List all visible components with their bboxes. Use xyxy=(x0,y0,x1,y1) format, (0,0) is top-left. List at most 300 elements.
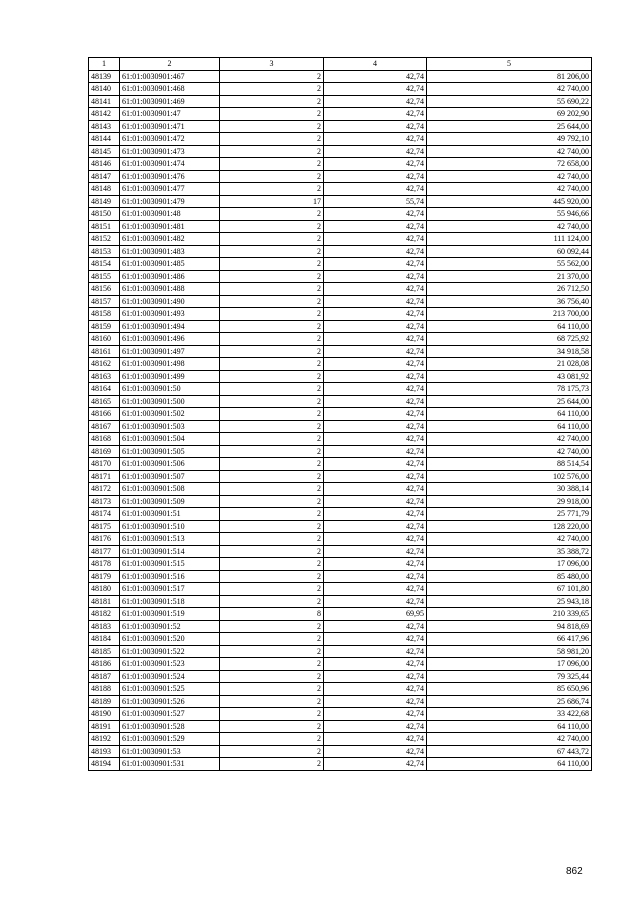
table-cell-col-5: 30 388,14 xyxy=(427,483,592,496)
table-cell-col-2: 61:01:0030901:490 xyxy=(120,295,220,308)
table-cell-col-4: 42,74 xyxy=(324,370,427,383)
table-cell-col-4: 42,74 xyxy=(324,645,427,658)
table-cell-col-4: 42,74 xyxy=(324,745,427,758)
table-cell-col-2: 61:01:0030901:520 xyxy=(120,633,220,646)
table-cell-col-3: 2 xyxy=(220,83,324,96)
table-cell-col-1: 48169 xyxy=(89,445,120,458)
table-cell-col-4: 42,74 xyxy=(324,320,427,333)
table-cell-col-1: 48174 xyxy=(89,508,120,521)
table-cell-col-3: 2 xyxy=(220,620,324,633)
table-cell-col-5: 111 124,00 xyxy=(427,233,592,246)
table-cell-col-1: 48190 xyxy=(89,708,120,721)
table-cell-col-1: 48149 xyxy=(89,195,120,208)
table-cell-col-1: 48171 xyxy=(89,470,120,483)
table-row xyxy=(89,520,592,533)
table-cell-col-1: 48151 xyxy=(89,220,120,233)
table-row xyxy=(89,645,592,658)
table-cell-col-5: 55 690,22 xyxy=(427,95,592,108)
table-cell-col-5: 42 740,00 xyxy=(427,433,592,446)
table-cell-col-1: 48177 xyxy=(89,545,120,558)
table-cell-col-5: 34 918,58 xyxy=(427,345,592,358)
table-row xyxy=(89,495,592,508)
table-cell-col-1: 48154 xyxy=(89,258,120,271)
table-row xyxy=(89,483,592,496)
table-cell-col-1: 48148 xyxy=(89,183,120,196)
table-cell-col-1: 48157 xyxy=(89,295,120,308)
table-row xyxy=(89,170,592,183)
table-cell-col-3: 2 xyxy=(220,758,324,771)
table-cell-col-3: 2 xyxy=(220,295,324,308)
table-row xyxy=(89,320,592,333)
table-cell-col-2: 61:01:0030901:50 xyxy=(120,383,220,396)
table-cell-col-4: 42,74 xyxy=(324,158,427,171)
table-cell-col-5: 42 740,00 xyxy=(427,83,592,96)
table-cell-col-4: 42,74 xyxy=(324,483,427,496)
table-row xyxy=(89,683,592,696)
table-cell-col-5: 128 220,00 xyxy=(427,520,592,533)
table-cell-col-4: 42,74 xyxy=(324,595,427,608)
table-cell-col-3: 2 xyxy=(220,670,324,683)
table-row xyxy=(89,158,592,171)
table-cell-col-1: 48166 xyxy=(89,408,120,421)
table-cell-col-5: 55 946,66 xyxy=(427,208,592,221)
table-cell-col-1: 48153 xyxy=(89,245,120,258)
table-cell-col-3: 2 xyxy=(220,508,324,521)
table-cell-col-4: 42,74 xyxy=(324,383,427,396)
table-cell-col-5: 85 480,00 xyxy=(427,570,592,583)
table-cell-col-5: 67 443,72 xyxy=(427,745,592,758)
table-cell-col-1: 48161 xyxy=(89,345,120,358)
table-row xyxy=(89,295,592,308)
table-cell-col-2: 61:01:0030901:509 xyxy=(120,495,220,508)
table-cell-col-4: 42,74 xyxy=(324,683,427,696)
table-cell-col-5: 445 920,00 xyxy=(427,195,592,208)
table-cell-col-4: 42,74 xyxy=(324,233,427,246)
table-row xyxy=(89,733,592,746)
table-cell-col-3: 2 xyxy=(220,695,324,708)
table-cell-col-2: 61:01:0030901:519 xyxy=(120,608,220,621)
table-cell-col-4: 42,74 xyxy=(324,758,427,771)
table-cell-col-3: 2 xyxy=(220,533,324,546)
table-cell-col-1: 48186 xyxy=(89,658,120,671)
table-row xyxy=(89,70,592,83)
table-row xyxy=(89,120,592,133)
table-row xyxy=(89,270,592,283)
table-cell-col-4: 42,74 xyxy=(324,708,427,721)
table-cell-col-1: 48162 xyxy=(89,358,120,371)
table-row xyxy=(89,470,592,483)
table-row xyxy=(89,608,592,621)
table-cell-col-2: 61:01:0030901:527 xyxy=(120,708,220,721)
table-cell-col-1: 48185 xyxy=(89,645,120,658)
table-cell-col-5: 55 562,00 xyxy=(427,258,592,271)
table-cell-col-1: 48181 xyxy=(89,595,120,608)
table-cell-col-3: 2 xyxy=(220,483,324,496)
table-cell-col-3: 2 xyxy=(220,558,324,571)
table-row xyxy=(89,570,592,583)
table-row xyxy=(89,395,592,408)
table-row xyxy=(89,358,592,371)
table-cell-col-4: 42,74 xyxy=(324,358,427,371)
table-cell-col-3: 2 xyxy=(220,283,324,296)
table-row xyxy=(89,558,592,571)
table-cell-col-2: 61:01:0030901:505 xyxy=(120,445,220,458)
table-cell-col-2: 61:01:0030901:499 xyxy=(120,370,220,383)
column-header-2: 2 xyxy=(120,58,220,71)
table-cell-col-2: 61:01:0030901:476 xyxy=(120,170,220,183)
table-cell-col-2: 61:01:0030901:482 xyxy=(120,233,220,246)
table-cell-col-2: 61:01:0030901:474 xyxy=(120,158,220,171)
table-cell-col-2: 61:01:0030901:507 xyxy=(120,470,220,483)
table-cell-col-5: 210 339,65 xyxy=(427,608,592,621)
table-cell-col-2: 61:01:0030901:497 xyxy=(120,345,220,358)
table-cell-col-3: 2 xyxy=(220,383,324,396)
table-cell-col-4: 42,74 xyxy=(324,495,427,508)
table-cell-col-2: 61:01:0030901:517 xyxy=(120,583,220,596)
table-cell-col-5: 21 370,00 xyxy=(427,270,592,283)
table-cell-col-2: 61:01:0030901:522 xyxy=(120,645,220,658)
table-cell-col-1: 48143 xyxy=(89,120,120,133)
table-cell-col-2: 61:01:0030901:506 xyxy=(120,458,220,471)
table-cell-col-5: 79 325,44 xyxy=(427,670,592,683)
table-row xyxy=(89,695,592,708)
table-cell-col-5: 42 740,00 xyxy=(427,220,592,233)
table-row xyxy=(89,345,592,358)
table-cell-col-4: 42,74 xyxy=(324,633,427,646)
table-cell-col-3: 2 xyxy=(220,520,324,533)
table-cell-col-5: 25 644,00 xyxy=(427,120,592,133)
table-cell-col-4: 42,74 xyxy=(324,270,427,283)
table-row xyxy=(89,545,592,558)
table-cell-col-1: 48172 xyxy=(89,483,120,496)
table-row xyxy=(89,145,592,158)
table-cell-col-5: 88 514,54 xyxy=(427,458,592,471)
table-cell-col-5: 42 740,00 xyxy=(427,183,592,196)
table-row xyxy=(89,445,592,458)
table-cell-col-2: 61:01:0030901:48 xyxy=(120,208,220,221)
table-cell-col-5: 42 740,00 xyxy=(427,170,592,183)
table-cell-col-5: 26 712,50 xyxy=(427,283,592,296)
table-cell-col-4: 42,74 xyxy=(324,145,427,158)
table-row xyxy=(89,233,592,246)
table-row xyxy=(89,708,592,721)
table-cell-col-4: 42,74 xyxy=(324,183,427,196)
table-cell-col-3: 2 xyxy=(220,133,324,146)
table-cell-col-3: 2 xyxy=(220,420,324,433)
table-cell-col-4: 42,74 xyxy=(324,220,427,233)
table-cell-col-2: 61:01:0030901:510 xyxy=(120,520,220,533)
table-cell-col-3: 2 xyxy=(220,645,324,658)
table-row xyxy=(89,720,592,733)
table-cell-col-1: 48194 xyxy=(89,758,120,771)
table-cell-col-3: 2 xyxy=(220,570,324,583)
table-cell-col-2: 61:01:0030901:500 xyxy=(120,395,220,408)
table-cell-col-1: 48144 xyxy=(89,133,120,146)
table-cell-col-3: 2 xyxy=(220,270,324,283)
table-cell-col-4: 42,74 xyxy=(324,458,427,471)
table-cell-col-1: 48146 xyxy=(89,158,120,171)
table-cell-col-5: 17 096,00 xyxy=(427,558,592,571)
table-cell-col-3: 2 xyxy=(220,445,324,458)
table-cell-col-3: 2 xyxy=(220,233,324,246)
table-cell-col-4: 42,74 xyxy=(324,395,427,408)
table-cell-col-3: 2 xyxy=(220,395,324,408)
table-row xyxy=(89,83,592,96)
table-cell-col-5: 42 740,00 xyxy=(427,733,592,746)
table-cell-col-1: 48167 xyxy=(89,420,120,433)
table-cell-col-1: 48175 xyxy=(89,520,120,533)
table-row xyxy=(89,670,592,683)
table-cell-col-5: 29 918,00 xyxy=(427,495,592,508)
table-cell-col-1: 48192 xyxy=(89,733,120,746)
table-cell-col-1: 48180 xyxy=(89,583,120,596)
table-row xyxy=(89,258,592,271)
table-cell-col-2: 61:01:0030901:514 xyxy=(120,545,220,558)
table-row xyxy=(89,195,592,208)
table-cell-col-5: 64 110,00 xyxy=(427,720,592,733)
table-cell-col-2: 61:01:0030901:52 xyxy=(120,620,220,633)
table-cell-col-1: 48173 xyxy=(89,495,120,508)
table-cell-col-1: 48184 xyxy=(89,633,120,646)
table-cell-col-1: 48189 xyxy=(89,695,120,708)
table-cell-col-5: 64 110,00 xyxy=(427,320,592,333)
table-cell-col-1: 48191 xyxy=(89,720,120,733)
table-cell-col-2: 61:01:0030901:525 xyxy=(120,683,220,696)
table-cell-col-2: 61:01:0030901:471 xyxy=(120,120,220,133)
table-cell-col-2: 61:01:0030901:531 xyxy=(120,758,220,771)
table-cell-col-1: 48170 xyxy=(89,458,120,471)
table-cell-col-1: 48159 xyxy=(89,320,120,333)
table-cell-col-3: 17 xyxy=(220,195,324,208)
table-cell-col-1: 48168 xyxy=(89,433,120,446)
table-cell-col-3: 2 xyxy=(220,470,324,483)
table-cell-col-5: 68 725,92 xyxy=(427,333,592,346)
table-cell-col-4: 42,74 xyxy=(324,408,427,421)
table-cell-col-1: 48141 xyxy=(89,95,120,108)
table-cell-col-4: 42,74 xyxy=(324,445,427,458)
table-cell-col-2: 61:01:0030901:468 xyxy=(120,83,220,96)
table-cell-col-2: 61:01:0030901:518 xyxy=(120,595,220,608)
table-cell-col-3: 2 xyxy=(220,145,324,158)
table-cell-col-5: 33 422,68 xyxy=(427,708,592,721)
table-cell-col-4: 42,74 xyxy=(324,733,427,746)
table-cell-col-2: 61:01:0030901:515 xyxy=(120,558,220,571)
table-cell-col-3: 2 xyxy=(220,545,324,558)
table-cell-col-4: 42,74 xyxy=(324,533,427,546)
table-row xyxy=(89,658,592,671)
table-cell-col-2: 61:01:0030901:516 xyxy=(120,570,220,583)
table-cell-col-2: 61:01:0030901:496 xyxy=(120,333,220,346)
table-row xyxy=(89,420,592,433)
table-cell-col-3: 2 xyxy=(220,183,324,196)
table-cell-col-5: 25 943,18 xyxy=(427,595,592,608)
table-cell-col-3: 2 xyxy=(220,108,324,121)
table-cell-col-3: 2 xyxy=(220,733,324,746)
table-cell-col-4: 42,74 xyxy=(324,95,427,108)
table-cell-col-5: 94 818,69 xyxy=(427,620,592,633)
table-cell-col-3: 2 xyxy=(220,433,324,446)
table-cell-col-3: 2 xyxy=(220,633,324,646)
table-row xyxy=(89,183,592,196)
table-row xyxy=(89,458,592,471)
table-cell-col-1: 48139 xyxy=(89,70,120,83)
table-cell-col-5: 42 740,00 xyxy=(427,533,592,546)
table-cell-col-3: 2 xyxy=(220,320,324,333)
table-cell-col-2: 61:01:0030901:469 xyxy=(120,95,220,108)
table-cell-col-1: 48160 xyxy=(89,333,120,346)
table-cell-col-3: 2 xyxy=(220,170,324,183)
table-cell-col-1: 48176 xyxy=(89,533,120,546)
table-cell-col-4: 42,74 xyxy=(324,470,427,483)
table-cell-col-1: 48183 xyxy=(89,620,120,633)
table-cell-col-4: 42,74 xyxy=(324,720,427,733)
table-cell-col-4: 42,74 xyxy=(324,333,427,346)
table-cell-col-5: 67 101,80 xyxy=(427,583,592,596)
table-cell-col-3: 2 xyxy=(220,683,324,696)
table-cell-col-3: 2 xyxy=(220,258,324,271)
table-cell-col-3: 2 xyxy=(220,745,324,758)
table-cell-col-5: 42 740,00 xyxy=(427,445,592,458)
table-cell-col-4: 42,74 xyxy=(324,583,427,596)
table-cell-col-1: 48150 xyxy=(89,208,120,221)
table-cell-col-2: 61:01:0030901:51 xyxy=(120,508,220,521)
table-row xyxy=(89,333,592,346)
table-cell-col-2: 61:01:0030901:485 xyxy=(120,258,220,271)
table-cell-col-3: 2 xyxy=(220,658,324,671)
table-cell-col-4: 42,74 xyxy=(324,520,427,533)
table-row xyxy=(89,633,592,646)
table-cell-col-1: 48193 xyxy=(89,745,120,758)
table-row xyxy=(89,595,592,608)
table-cell-col-5: 43 081,92 xyxy=(427,370,592,383)
table-cell-col-1: 48158 xyxy=(89,308,120,321)
table-cell-col-4: 42,74 xyxy=(324,345,427,358)
table-cell-col-2: 61:01:0030901:472 xyxy=(120,133,220,146)
table-cell-col-3: 2 xyxy=(220,583,324,596)
table-row xyxy=(89,508,592,521)
table-cell-col-2: 61:01:0030901:508 xyxy=(120,483,220,496)
table-cell-col-3: 2 xyxy=(220,720,324,733)
table-cell-col-2: 61:01:0030901:483 xyxy=(120,245,220,258)
table-cell-col-3: 2 xyxy=(220,370,324,383)
table-cell-col-5: 17 096,00 xyxy=(427,658,592,671)
table-cell-col-5: 213 700,00 xyxy=(427,308,592,321)
table-cell-col-1: 48156 xyxy=(89,283,120,296)
table-cell-col-3: 2 xyxy=(220,308,324,321)
table-cell-col-5: 21 028,08 xyxy=(427,358,592,371)
table-cell-col-1: 48164 xyxy=(89,383,120,396)
table-cell-col-2: 61:01:0030901:502 xyxy=(120,408,220,421)
table-cell-col-4: 42,74 xyxy=(324,695,427,708)
table-row xyxy=(89,533,592,546)
table-cell-col-2: 61:01:0030901:473 xyxy=(120,145,220,158)
table-row xyxy=(89,620,592,633)
table-cell-col-4: 42,74 xyxy=(324,208,427,221)
table-cell-col-3: 2 xyxy=(220,408,324,421)
table-cell-col-1: 48187 xyxy=(89,670,120,683)
table-cell-col-4: 42,74 xyxy=(324,295,427,308)
table-cell-col-2: 61:01:0030901:523 xyxy=(120,658,220,671)
table-cell-col-4: 42,74 xyxy=(324,83,427,96)
table-cell-col-3: 2 xyxy=(220,120,324,133)
table-cell-col-1: 48188 xyxy=(89,683,120,696)
table-cell-col-4: 42,74 xyxy=(324,120,427,133)
table-cell-col-2: 61:01:0030901:477 xyxy=(120,183,220,196)
table-cell-col-1: 48152 xyxy=(89,233,120,246)
column-header-5: 5 xyxy=(427,58,592,71)
table-cell-col-4: 42,74 xyxy=(324,420,427,433)
table-cell-col-3: 2 xyxy=(220,70,324,83)
table-cell-col-3: 2 xyxy=(220,208,324,221)
table-row xyxy=(89,433,592,446)
table-cell-col-5: 25 644,00 xyxy=(427,395,592,408)
table-row xyxy=(89,133,592,146)
table-cell-col-4: 42,74 xyxy=(324,283,427,296)
table-cell-col-4: 42,74 xyxy=(324,620,427,633)
table-cell-col-2: 61:01:0030901:488 xyxy=(120,283,220,296)
table-cell-col-1: 48145 xyxy=(89,145,120,158)
table-cell-col-2: 61:01:0030901:486 xyxy=(120,270,220,283)
table-cell-col-3: 2 xyxy=(220,595,324,608)
table-cell-col-2: 61:01:0030901:513 xyxy=(120,533,220,546)
table-cell-col-5: 36 756,40 xyxy=(427,295,592,308)
table-cell-col-4: 42,74 xyxy=(324,508,427,521)
table-cell-col-5: 78 175,73 xyxy=(427,383,592,396)
table-cell-col-2: 61:01:0030901:504 xyxy=(120,433,220,446)
table-cell-col-5: 69 202,90 xyxy=(427,108,592,121)
table-cell-col-4: 42,74 xyxy=(324,258,427,271)
table-header-row xyxy=(89,58,592,71)
table-cell-col-5: 72 658,00 xyxy=(427,158,592,171)
table-cell-col-2: 61:01:0030901:493 xyxy=(120,308,220,321)
table-cell-col-4: 55,74 xyxy=(324,195,427,208)
table-cell-col-3: 2 xyxy=(220,333,324,346)
table-cell-col-1: 48179 xyxy=(89,570,120,583)
table-row xyxy=(89,383,592,396)
column-header-4: 4 xyxy=(324,58,427,71)
table-cell-col-5: 64 110,00 xyxy=(427,408,592,421)
table-cell-col-2: 61:01:0030901:494 xyxy=(120,320,220,333)
table-cell-col-2: 61:01:0030901:481 xyxy=(120,220,220,233)
table-cell-col-4: 42,74 xyxy=(324,170,427,183)
table-cell-col-2: 61:01:0030901:479 xyxy=(120,195,220,208)
table-cell-col-4: 42,74 xyxy=(324,658,427,671)
table-cell-col-5: 42 740,00 xyxy=(427,145,592,158)
table-row xyxy=(89,370,592,383)
table-cell-col-5: 64 110,00 xyxy=(427,420,592,433)
table-cell-col-4: 42,74 xyxy=(324,108,427,121)
table-cell-col-1: 48147 xyxy=(89,170,120,183)
table-cell-col-5: 60 092,44 xyxy=(427,245,592,258)
table-cell-col-5: 85 650,96 xyxy=(427,683,592,696)
table-cell-col-3: 2 xyxy=(220,358,324,371)
table-row xyxy=(89,108,592,121)
table-cell-col-3: 2 xyxy=(220,495,324,508)
table-cell-col-2: 61:01:0030901:498 xyxy=(120,358,220,371)
table-cell-col-1: 48142 xyxy=(89,108,120,121)
table-cell-col-5: 102 576,00 xyxy=(427,470,592,483)
table-cell-col-3: 2 xyxy=(220,158,324,171)
table-row xyxy=(89,745,592,758)
table-cell-col-4: 42,74 xyxy=(324,308,427,321)
table-row xyxy=(89,758,592,771)
table-cell-col-2: 61:01:0030901:529 xyxy=(120,733,220,746)
table-cell-col-2: 61:01:0030901:526 xyxy=(120,695,220,708)
table-cell-col-2: 61:01:0030901:503 xyxy=(120,420,220,433)
table-cell-col-1: 48155 xyxy=(89,270,120,283)
table-cell-col-3: 2 xyxy=(220,458,324,471)
table-body xyxy=(89,70,592,770)
